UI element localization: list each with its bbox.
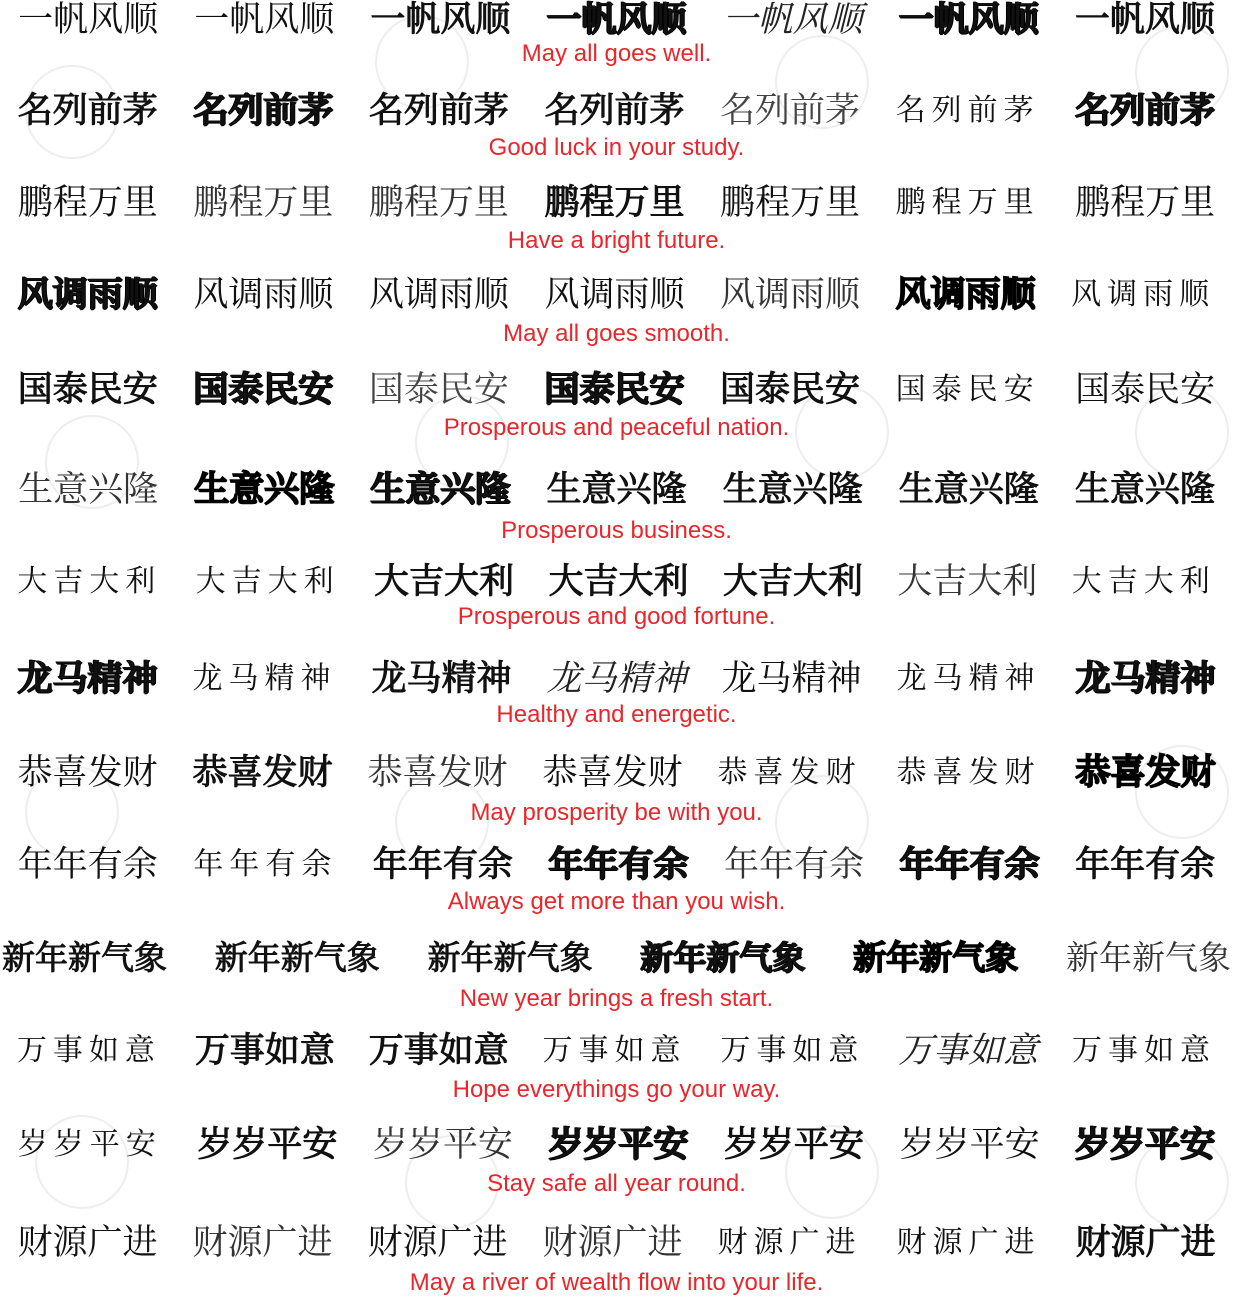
calligraphy-sample: 新年新气象 xyxy=(640,938,806,977)
phrase-translation: Healthy and energetic. xyxy=(496,701,737,728)
calligraphy-sample: 名列前茅 xyxy=(193,91,334,131)
calligraphy-sample: 国泰民安 xyxy=(720,370,861,410)
calligraphy-sample: 国泰民安 xyxy=(193,370,334,410)
calligraphy-sample: 恭喜发财 xyxy=(17,753,158,793)
calligraphy-sample: 鹏程万里 xyxy=(368,183,509,223)
calligraphy-sample: 岁岁平安 xyxy=(17,1127,162,1162)
calligraphy-sample: 一帆风顺 xyxy=(194,0,335,40)
calligraphy-sample: 龙马精神 xyxy=(1075,659,1216,699)
calligraphy-sample: 恭喜发财 xyxy=(1075,753,1216,793)
calligraphy-sample: 岁岁平安 xyxy=(1075,1125,1216,1165)
calligraphy-sample: 生意兴隆 xyxy=(898,470,1039,510)
calligraphy-sample: 风调雨顺 xyxy=(1071,277,1216,312)
calligraphy-sample: 大吉大利 xyxy=(722,561,863,602)
calligraphy-sample: 鹏程万里 xyxy=(720,183,861,223)
calligraphy-sample: 鹏程万里 xyxy=(544,183,685,223)
calligraphy-sample: 岁岁平安 xyxy=(899,1125,1040,1165)
calligraphy-sample: 名列前茅 xyxy=(17,91,158,131)
phrase-translation: Good luck in your study. xyxy=(488,134,745,161)
phrase-translation: May prosperity be with you. xyxy=(470,799,763,826)
calligraphy-sample: 一帆风顺 xyxy=(370,0,511,40)
calligraphy-sample: 生意兴隆 xyxy=(1074,470,1215,510)
calligraphy-sample: 大吉大利 xyxy=(374,562,515,602)
calligraphy-sample: 名列前茅 xyxy=(895,93,1040,128)
calligraphy-sample: 风调雨顺 xyxy=(720,275,861,315)
calligraphy-sample: 年年有余 xyxy=(899,845,1040,885)
calligraphy-sample: 万事如意 xyxy=(720,1033,865,1068)
calligraphy-samples xyxy=(0,88,1233,134)
calligraphy-sample: 国泰民安 xyxy=(895,372,1040,407)
calligraphy-sample: 万事如意 xyxy=(898,1031,1039,1071)
phrase-translation: New year brings a fresh start. xyxy=(459,985,774,1012)
calligraphy-sample: 一帆风顺 xyxy=(18,0,159,40)
calligraphy-samples xyxy=(0,1122,1233,1168)
phrase-translation: May all goes well. xyxy=(521,40,712,67)
calligraphy-sample: 名列前茅 xyxy=(544,91,685,131)
calligraphy-sample: 新年新气象 xyxy=(853,938,1019,977)
calligraphy-sample: 财源广进 xyxy=(1075,1223,1216,1263)
calligraphy-sample: 新年新气象 xyxy=(427,938,593,977)
phrase-translation: Stay safe all year round. xyxy=(487,1170,746,1197)
calligraphy-samples xyxy=(0,750,1233,796)
calligraphy-sample: 一帆风顺 xyxy=(1074,0,1215,40)
calligraphy-sample: 岁岁平安 xyxy=(548,1125,689,1165)
calligraphy-sample: 新年新气象 xyxy=(214,938,380,977)
calligraphy-sample: 万事如意 xyxy=(368,1030,509,1071)
calligraphy-sample: 风调雨顺 xyxy=(368,275,509,315)
phrase-translation: Prosperous business. xyxy=(501,517,732,544)
calligraphy-sample: 财源广进 xyxy=(17,1223,158,1263)
calligraphy-sample: 生意兴隆 xyxy=(546,470,687,510)
phrase-translation: May a river of wealth flow into your life. xyxy=(409,1269,824,1296)
calligraphy-sample: 龙马精神 xyxy=(721,659,862,699)
calligraphy-sample: 万事如意 xyxy=(542,1033,687,1068)
calligraphy-sample: 大吉大利 xyxy=(548,562,689,602)
calligraphy-sample: 名列前茅 xyxy=(1075,91,1216,131)
calligraphy-sample: 财源广进 xyxy=(542,1223,683,1263)
calligraphy-sample: 万事如意 xyxy=(16,1033,161,1068)
calligraphy-sample: 大吉大利 xyxy=(17,564,162,599)
calligraphy-sample: 岁岁平安 xyxy=(197,1125,338,1165)
calligraphy-sample: 国泰民安 xyxy=(17,369,158,410)
calligraphy-sample: 生意兴隆 xyxy=(18,470,159,510)
calligraphy-sample: 风调雨顺 xyxy=(17,275,158,315)
calligraphy-sample: 大吉大利 xyxy=(195,564,340,599)
calligraphy-sample: 龙马精神 xyxy=(546,659,687,699)
calligraphy-sample: 财源广进 xyxy=(367,1223,508,1263)
calligraphy-sample: 年年有余 xyxy=(548,845,689,885)
calligraphy-sample: 新年新气象 xyxy=(2,938,167,977)
calligraphy-sample: 年年有余 xyxy=(1075,845,1216,885)
calligraphy-samples xyxy=(0,656,1233,702)
calligraphy-sample: 龙马精神 xyxy=(896,661,1041,696)
calligraphy-sample: 国泰民安 xyxy=(1075,370,1216,410)
calligraphy-sample: 生意兴隆 xyxy=(194,470,335,510)
calligraphy-sample: 恭喜发财 xyxy=(717,755,862,790)
calligraphy-sample: 龙马精神 xyxy=(192,661,337,696)
calligraphy-sample: 生意兴隆 xyxy=(722,470,863,510)
phrase-translation: Prosperous and good fortune. xyxy=(457,603,776,630)
calligraphy-sample: 一帆风顺 xyxy=(898,0,1039,40)
calligraphy-samples xyxy=(0,467,1233,513)
calligraphy-sample: 大吉大利 xyxy=(1071,564,1216,599)
calligraphy-sample: 年年有余 xyxy=(724,845,865,885)
calligraphy-sample: 风调雨顺 xyxy=(895,275,1036,315)
calligraphy-sample: 万事如意 xyxy=(1072,1033,1217,1068)
phrase-translation: May all goes smooth. xyxy=(503,320,730,347)
calligraphy-sample: 龙马精神 xyxy=(371,659,512,699)
calligraphy-sample: 一帆风顺 xyxy=(722,0,863,40)
calligraphy-samples xyxy=(0,842,1233,888)
calligraphy-sample: 鹏程万里 xyxy=(1075,183,1216,223)
calligraphy-sample: 鹏程万里 xyxy=(17,183,158,223)
calligraphy-samples xyxy=(0,1028,1233,1074)
calligraphy-sample: 风调雨顺 xyxy=(193,275,334,315)
calligraphy-sample: 生意兴隆 xyxy=(370,470,511,510)
calligraphy-sample: 年年有余 xyxy=(193,847,338,882)
calligraphy-sample: 万事如意 xyxy=(194,1031,335,1071)
phrase-translation: Always get more than you wish. xyxy=(447,888,786,915)
calligraphy-sample: 国泰民安 xyxy=(544,370,685,410)
calligraphy-samples xyxy=(0,935,1233,981)
calligraphy-sample: 年年有余 xyxy=(17,845,158,885)
calligraphy-sample: 鹏程万里 xyxy=(895,185,1040,220)
calligraphy-sample: 财源广进 xyxy=(192,1223,333,1263)
calligraphy-samples xyxy=(0,0,1233,43)
calligraphy-samples xyxy=(0,272,1233,318)
calligraphy-sample: 名列前茅 xyxy=(720,91,861,131)
calligraphy-sample: 岁岁平安 xyxy=(724,1125,865,1165)
calligraphy-sample: 恭喜发财 xyxy=(542,753,683,793)
calligraphy-sample: 龙马精神 xyxy=(17,659,158,699)
phrase-translation: Have a bright future. xyxy=(507,227,726,254)
calligraphy-sample: 财源广进 xyxy=(896,1225,1041,1260)
calligraphy-sample: 名列前茅 xyxy=(368,91,509,131)
phrase-translation: Prosperous and peaceful nation. xyxy=(443,414,790,441)
calligraphy-sample: 财源广进 xyxy=(717,1225,862,1260)
calligraphy-sample: 国泰民安 xyxy=(368,370,509,410)
calligraphy-sample: 恭喜发财 xyxy=(367,753,508,793)
calligraphy-sample: 风调雨顺 xyxy=(544,275,685,315)
calligraphy-sample: 岁岁平安 xyxy=(372,1125,513,1165)
calligraphy-sample: 恭喜发财 xyxy=(896,755,1041,790)
calligraphy-sample: 一帆风顺 xyxy=(546,0,687,40)
calligraphy-samples xyxy=(0,367,1233,413)
calligraphy-sample: 大吉大利 xyxy=(897,562,1038,602)
calligraphy-sample: 鹏程万里 xyxy=(193,183,334,223)
calligraphy-samples xyxy=(0,1220,1233,1266)
calligraphy-samples xyxy=(0,559,1233,605)
calligraphy-sample: 年年有余 xyxy=(372,845,513,885)
calligraphy-samples xyxy=(0,180,1233,226)
calligraphy-sample: 恭喜发财 xyxy=(192,752,333,793)
phrase-translation: Hope everythings go your way. xyxy=(452,1076,781,1103)
calligraphy-sample: 新年新气象 xyxy=(1065,938,1231,977)
